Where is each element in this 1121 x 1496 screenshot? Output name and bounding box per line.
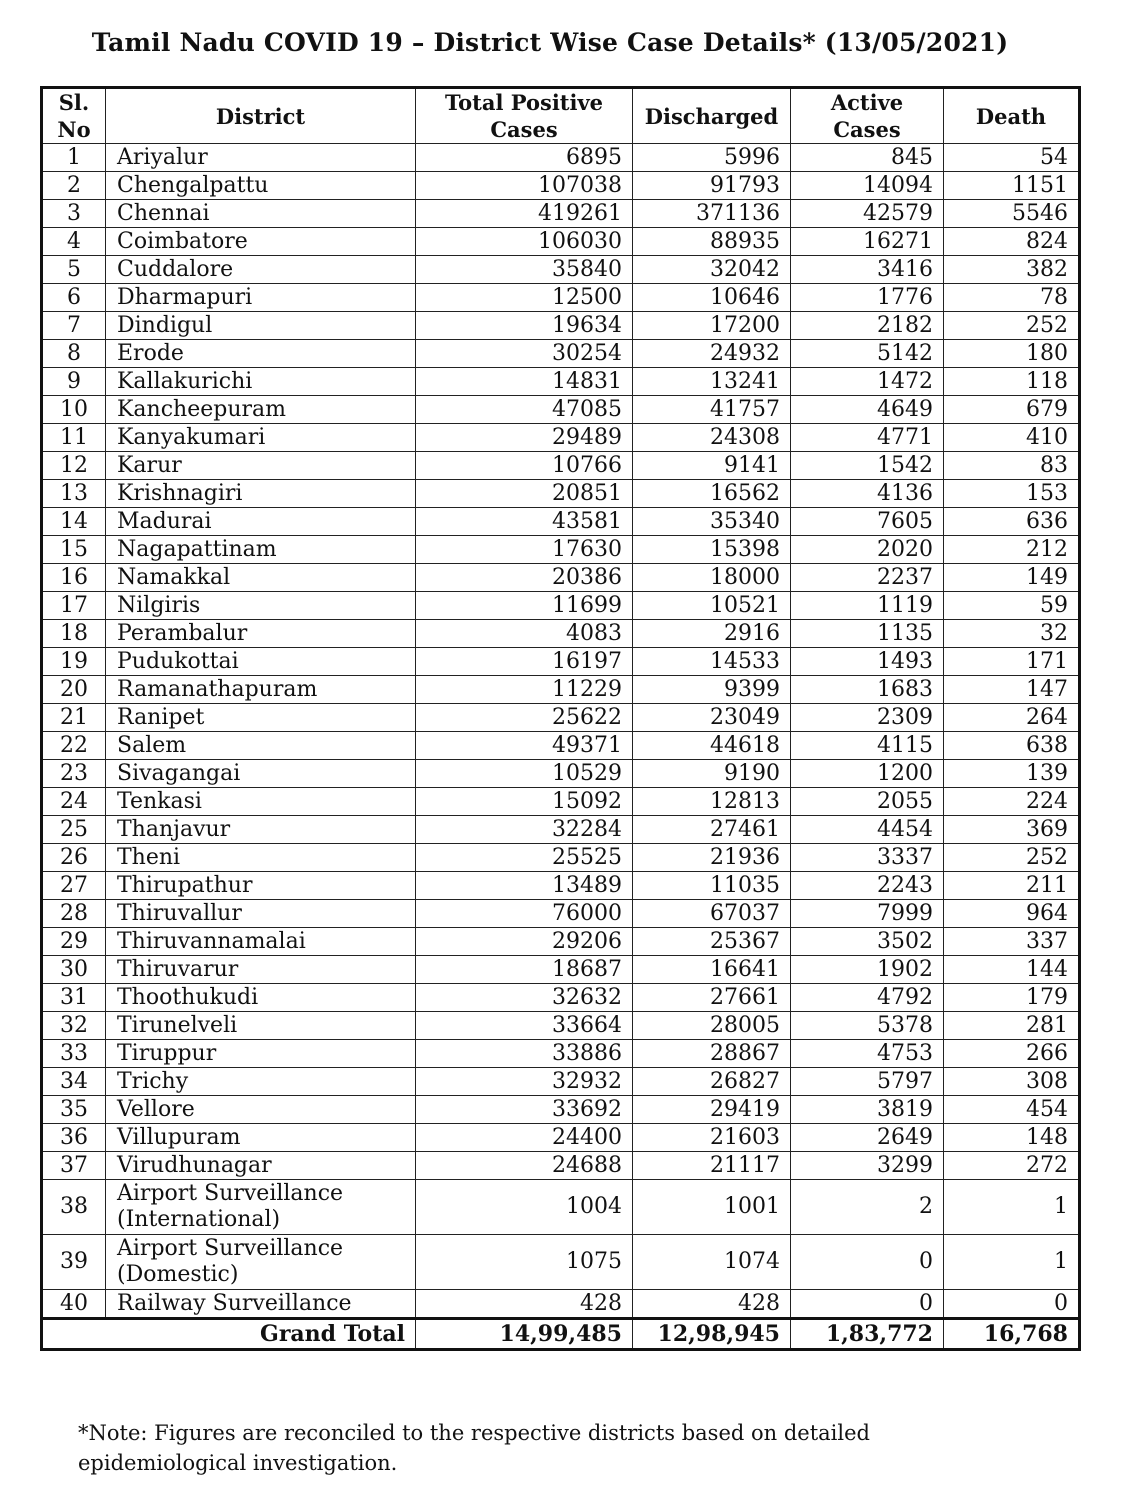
cell-district: Ramanathapuram <box>106 676 416 704</box>
cell-district: Nilgiris <box>106 592 416 620</box>
table-row <box>42 648 1080 676</box>
cell-active: 3299 <box>791 1152 944 1180</box>
table-row <box>42 872 1080 900</box>
table-row <box>42 1290 1080 1319</box>
table-row <box>42 284 1080 312</box>
cell-discharged: 15398 <box>633 536 791 564</box>
table-row <box>42 564 1080 592</box>
grand-total-active: 1,83,772 <box>791 1319 944 1350</box>
cell-active: 1776 <box>791 284 944 312</box>
cell-district: Dindigul <box>106 312 416 340</box>
cell-discharged: 91793 <box>633 172 791 200</box>
cell-sl-no: 9 <box>42 368 106 396</box>
table-row <box>42 676 1080 704</box>
cell-death: 410 <box>944 424 1080 452</box>
cell-total-positive: 25525 <box>416 844 633 872</box>
cell-death: 308 <box>944 1068 1080 1096</box>
grand-total-row <box>42 1319 1080 1350</box>
cell-death: 78 <box>944 284 1080 312</box>
cell-discharged: 428 <box>633 1290 791 1319</box>
header-total-positive: Total Positive Cases <box>416 88 633 144</box>
table-row <box>42 844 1080 872</box>
cell-sl-no: 4 <box>42 228 106 256</box>
cell-discharged: 17200 <box>633 312 791 340</box>
cell-total-positive: 14831 <box>416 368 633 396</box>
cell-sl-no: 32 <box>42 1012 106 1040</box>
cell-death: 964 <box>944 900 1080 928</box>
cell-active: 1902 <box>791 956 944 984</box>
table-row <box>42 424 1080 452</box>
cell-total-positive: 6895 <box>416 144 633 172</box>
table-body <box>42 144 1080 1319</box>
grand-total-discharged: 12,98,945 <box>633 1319 791 1350</box>
cell-sl-no: 18 <box>42 620 106 648</box>
cell-district: Karur <box>106 452 416 480</box>
cell-discharged: 27661 <box>633 984 791 1012</box>
cell-discharged: 44618 <box>633 732 791 760</box>
cell-total-positive: 49371 <box>416 732 633 760</box>
cell-sl-no: 39 <box>42 1235 106 1290</box>
cell-district: Thoothukudi <box>106 984 416 1012</box>
cell-total-positive: 19634 <box>416 312 633 340</box>
cell-sl-no: 36 <box>42 1124 106 1152</box>
cell-discharged: 14533 <box>633 648 791 676</box>
cell-death: 171 <box>944 648 1080 676</box>
cell-district: Madurai <box>106 508 416 536</box>
cell-discharged: 18000 <box>633 564 791 592</box>
cell-active: 4454 <box>791 816 944 844</box>
cell-sl-no: 31 <box>42 984 106 1012</box>
cell-sl-no: 40 <box>42 1290 106 1319</box>
cell-discharged: 27461 <box>633 816 791 844</box>
cell-death: 1151 <box>944 172 1080 200</box>
cell-active: 0 <box>791 1290 944 1319</box>
cell-sl-no: 30 <box>42 956 106 984</box>
table-row <box>42 620 1080 648</box>
cell-district: Sivagangai <box>106 760 416 788</box>
table-row <box>42 816 1080 844</box>
table-row <box>42 1068 1080 1096</box>
cell-total-positive: 10529 <box>416 760 633 788</box>
cell-discharged: 26827 <box>633 1068 791 1096</box>
cell-discharged: 13241 <box>633 368 791 396</box>
cell-total-positive: 11229 <box>416 676 633 704</box>
cell-total-positive: 29206 <box>416 928 633 956</box>
cell-death: 382 <box>944 256 1080 284</box>
cell-active: 0 <box>791 1235 944 1290</box>
cell-total-positive: 428 <box>416 1290 633 1319</box>
cell-total-positive: 10766 <box>416 452 633 480</box>
cell-district: Thanjavur <box>106 816 416 844</box>
cell-total-positive: 17630 <box>416 536 633 564</box>
cell-discharged: 28005 <box>633 1012 791 1040</box>
cell-total-positive: 47085 <box>416 396 633 424</box>
cell-active: 1135 <box>791 620 944 648</box>
cell-active: 1472 <box>791 368 944 396</box>
cell-death: 224 <box>944 788 1080 816</box>
cell-death: 369 <box>944 816 1080 844</box>
cell-death: 144 <box>944 956 1080 984</box>
table-row <box>42 312 1080 340</box>
cell-total-positive: 13489 <box>416 872 633 900</box>
cell-death: 211 <box>944 872 1080 900</box>
cell-sl-no: 29 <box>42 928 106 956</box>
cell-sl-no: 35 <box>42 1096 106 1124</box>
cell-total-positive: 29489 <box>416 424 633 452</box>
grand-total-label: Grand Total <box>42 1319 416 1350</box>
table-row <box>42 172 1080 200</box>
cell-sl-no: 7 <box>42 312 106 340</box>
cell-discharged: 9399 <box>633 676 791 704</box>
cell-total-positive: 43581 <box>416 508 633 536</box>
cell-district: Thirupathur <box>106 872 416 900</box>
cell-discharged: 9141 <box>633 452 791 480</box>
cell-total-positive: 25622 <box>416 704 633 732</box>
cell-active: 2649 <box>791 1124 944 1152</box>
cell-sl-no: 8 <box>42 340 106 368</box>
cell-death: 638 <box>944 732 1080 760</box>
cell-district: Thiruvannamalai <box>106 928 416 956</box>
cell-death: 281 <box>944 1012 1080 1040</box>
cell-death: 147 <box>944 676 1080 704</box>
cell-total-positive: 20386 <box>416 564 633 592</box>
table-row <box>42 228 1080 256</box>
cell-total-positive: 4083 <box>416 620 633 648</box>
cell-active: 1493 <box>791 648 944 676</box>
cell-district: Tirunelveli <box>106 1012 416 1040</box>
cell-total-positive: 32284 <box>416 816 633 844</box>
cell-active: 3502 <box>791 928 944 956</box>
cell-district: Thiruvallur <box>106 900 416 928</box>
cell-active: 845 <box>791 144 944 172</box>
table-row <box>42 508 1080 536</box>
cell-sl-no: 23 <box>42 760 106 788</box>
cell-active: 2243 <box>791 872 944 900</box>
table-row <box>42 760 1080 788</box>
cell-sl-no: 28 <box>42 900 106 928</box>
cell-total-positive: 32932 <box>416 1068 633 1096</box>
cell-sl-no: 27 <box>42 872 106 900</box>
cell-sl-no: 1 <box>42 144 106 172</box>
cell-discharged: 21603 <box>633 1124 791 1152</box>
cell-death: 272 <box>944 1152 1080 1180</box>
table-row <box>42 1180 1080 1235</box>
cell-death: 5546 <box>944 200 1080 228</box>
cell-total-positive: 24400 <box>416 1124 633 1152</box>
table-row <box>42 788 1080 816</box>
cell-total-positive: 106030 <box>416 228 633 256</box>
cell-total-positive: 33692 <box>416 1096 633 1124</box>
cell-death: 149 <box>944 564 1080 592</box>
cell-district: Namakkal <box>106 564 416 592</box>
cell-total-positive: 76000 <box>416 900 633 928</box>
table-row <box>42 732 1080 760</box>
cell-active: 4792 <box>791 984 944 1012</box>
cell-sl-no: 13 <box>42 480 106 508</box>
table-row <box>42 1124 1080 1152</box>
cell-death: 54 <box>944 144 1080 172</box>
cell-sl-no: 15 <box>42 536 106 564</box>
cell-district: Perambalur <box>106 620 416 648</box>
cell-district: Nagapattinam <box>106 536 416 564</box>
cell-total-positive: 107038 <box>416 172 633 200</box>
cell-discharged: 11035 <box>633 872 791 900</box>
cell-district: Ranipet <box>106 704 416 732</box>
header-discharged: Discharged <box>633 88 791 144</box>
table-row <box>42 1152 1080 1180</box>
cell-death: 1 <box>944 1235 1080 1290</box>
cell-death: 153 <box>944 480 1080 508</box>
cell-active: 3819 <box>791 1096 944 1124</box>
cell-sl-no: 10 <box>42 396 106 424</box>
table-row <box>42 900 1080 928</box>
cell-sl-no: 19 <box>42 648 106 676</box>
cell-sl-no: 24 <box>42 788 106 816</box>
cell-sl-no: 22 <box>42 732 106 760</box>
page-title: Tamil Nadu COVID 19 – District Wise Case Details* (13/05/2021) <box>91 28 1009 57</box>
cell-discharged: 28867 <box>633 1040 791 1068</box>
cell-active: 14094 <box>791 172 944 200</box>
cell-total-positive: 12500 <box>416 284 633 312</box>
cell-district: Dharmapuri <box>106 284 416 312</box>
grand-total-death: 16,768 <box>944 1319 1080 1350</box>
table-row <box>42 368 1080 396</box>
table-row <box>42 984 1080 1012</box>
cell-discharged: 12813 <box>633 788 791 816</box>
cell-death: 179 <box>944 984 1080 1012</box>
cell-district: Kallakurichi <box>106 368 416 396</box>
cell-death: 212 <box>944 536 1080 564</box>
header-district: District <box>106 88 416 144</box>
cell-death: 252 <box>944 312 1080 340</box>
cell-total-positive: 15092 <box>416 788 633 816</box>
cell-district: Salem <box>106 732 416 760</box>
cell-discharged: 25367 <box>633 928 791 956</box>
cell-discharged: 2916 <box>633 620 791 648</box>
cell-sl-no: 38 <box>42 1180 106 1235</box>
cell-active: 1683 <box>791 676 944 704</box>
cell-sl-no: 16 <box>42 564 106 592</box>
cell-active: 4115 <box>791 732 944 760</box>
cell-active: 3337 <box>791 844 944 872</box>
cell-total-positive: 33664 <box>416 1012 633 1040</box>
cell-active: 4136 <box>791 480 944 508</box>
cell-district: Villupuram <box>106 1124 416 1152</box>
cell-active: 16271 <box>791 228 944 256</box>
cell-sl-no: 26 <box>42 844 106 872</box>
cell-active: 2020 <box>791 536 944 564</box>
cell-district: Railway Surveillance <box>106 1290 416 1319</box>
cell-active: 1542 <box>791 452 944 480</box>
cell-discharged: 24932 <box>633 340 791 368</box>
cell-district: Tenkasi <box>106 788 416 816</box>
cell-discharged: 29419 <box>633 1096 791 1124</box>
cell-district: Ariyalur <box>106 144 416 172</box>
cell-active: 2309 <box>791 704 944 732</box>
cell-death: 252 <box>944 844 1080 872</box>
cell-discharged: 35340 <box>633 508 791 536</box>
header-active: Active Cases <box>791 88 944 144</box>
cell-active: 4753 <box>791 1040 944 1068</box>
table-row <box>42 396 1080 424</box>
cell-district: Airport Surveillance (International) <box>106 1180 416 1235</box>
cell-district: Krishnagiri <box>106 480 416 508</box>
cell-district: Theni <box>106 844 416 872</box>
cell-death: 59 <box>944 592 1080 620</box>
cell-death: 824 <box>944 228 1080 256</box>
table-row <box>42 928 1080 956</box>
cell-district: Tiruppur <box>106 1040 416 1068</box>
cell-discharged: 371136 <box>633 200 791 228</box>
cell-district: Cuddalore <box>106 256 416 284</box>
cell-active: 2237 <box>791 564 944 592</box>
cell-discharged: 9190 <box>633 760 791 788</box>
cell-discharged: 10521 <box>633 592 791 620</box>
cell-sl-no: 5 <box>42 256 106 284</box>
cell-active: 4771 <box>791 424 944 452</box>
cell-death: 148 <box>944 1124 1080 1152</box>
cell-district: Vellore <box>106 1096 416 1124</box>
table-row <box>42 956 1080 984</box>
table-row <box>42 256 1080 284</box>
cell-district: Erode <box>106 340 416 368</box>
table-row <box>42 200 1080 228</box>
cell-active: 42579 <box>791 200 944 228</box>
table-row <box>42 1040 1080 1068</box>
cell-discharged: 88935 <box>633 228 791 256</box>
cell-district: Airport Surveillance (Domestic) <box>106 1235 416 1290</box>
cell-district: Coimbatore <box>106 228 416 256</box>
cell-sl-no: 37 <box>42 1152 106 1180</box>
grand-total-positive: 14,99,485 <box>416 1319 633 1350</box>
cell-sl-no: 6 <box>42 284 106 312</box>
cell-sl-no: 11 <box>42 424 106 452</box>
cell-active: 2 <box>791 1180 944 1235</box>
cell-death: 636 <box>944 508 1080 536</box>
cell-death: 264 <box>944 704 1080 732</box>
cell-death: 337 <box>944 928 1080 956</box>
cell-death: 118 <box>944 368 1080 396</box>
table-row <box>42 536 1080 564</box>
table-row <box>42 144 1080 172</box>
cell-death: 454 <box>944 1096 1080 1124</box>
header-sl-no: Sl. No <box>42 88 106 144</box>
footnote: *Note: Figures are reconciled to the respective districts based on detailed epidemiological investigation. <box>78 1421 870 1475</box>
cell-total-positive: 18687 <box>416 956 633 984</box>
cell-district: Chennai <box>106 200 416 228</box>
table-row <box>42 340 1080 368</box>
table-row <box>42 1096 1080 1124</box>
table-row <box>42 452 1080 480</box>
cell-discharged: 16562 <box>633 480 791 508</box>
header-death: Death <box>944 88 1080 144</box>
cell-discharged: 21936 <box>633 844 791 872</box>
cell-discharged: 67037 <box>633 900 791 928</box>
cell-district: Chengalpattu <box>106 172 416 200</box>
cell-death: 32 <box>944 620 1080 648</box>
cell-district: Thiruvarur <box>106 956 416 984</box>
cell-total-positive: 20851 <box>416 480 633 508</box>
cell-district: Virudhunagar <box>106 1152 416 1180</box>
cell-active: 2182 <box>791 312 944 340</box>
cell-total-positive: 24688 <box>416 1152 633 1180</box>
cell-death: 1 <box>944 1180 1080 1235</box>
cell-sl-no: 17 <box>42 592 106 620</box>
cell-death: 180 <box>944 340 1080 368</box>
cell-discharged: 41757 <box>633 396 791 424</box>
cell-death: 0 <box>944 1290 1080 1319</box>
cell-total-positive: 1004 <box>416 1180 633 1235</box>
cell-discharged: 16641 <box>633 956 791 984</box>
cell-sl-no: 14 <box>42 508 106 536</box>
cell-active: 3416 <box>791 256 944 284</box>
cell-discharged: 23049 <box>633 704 791 732</box>
table-row <box>42 704 1080 732</box>
cell-total-positive: 16197 <box>416 648 633 676</box>
cell-death: 83 <box>944 452 1080 480</box>
cell-active: 4649 <box>791 396 944 424</box>
cell-discharged: 21117 <box>633 1152 791 1180</box>
cell-sl-no: 3 <box>42 200 106 228</box>
cell-discharged: 1001 <box>633 1180 791 1235</box>
cell-total-positive: 1075 <box>416 1235 633 1290</box>
cell-active: 5142 <box>791 340 944 368</box>
table-row <box>42 1235 1080 1290</box>
cell-total-positive: 30254 <box>416 340 633 368</box>
cell-discharged: 32042 <box>633 256 791 284</box>
district-case-table <box>40 86 1081 1351</box>
cell-district: Trichy <box>106 1068 416 1096</box>
table-row <box>42 1012 1080 1040</box>
cell-active: 7605 <box>791 508 944 536</box>
cell-sl-no: 12 <box>42 452 106 480</box>
cell-total-positive: 419261 <box>416 200 633 228</box>
cell-district: Kancheepuram <box>106 396 416 424</box>
cell-sl-no: 25 <box>42 816 106 844</box>
cell-discharged: 1074 <box>633 1235 791 1290</box>
cell-active: 1200 <box>791 760 944 788</box>
cell-discharged: 24308 <box>633 424 791 452</box>
cell-total-positive: 35840 <box>416 256 633 284</box>
table-row <box>42 480 1080 508</box>
cell-sl-no: 2 <box>42 172 106 200</box>
cell-sl-no: 20 <box>42 676 106 704</box>
cell-discharged: 5996 <box>633 144 791 172</box>
cell-district: Kanyakumari <box>106 424 416 452</box>
cell-district: Pudukottai <box>106 648 416 676</box>
cell-active: 1119 <box>791 592 944 620</box>
cell-sl-no: 34 <box>42 1068 106 1096</box>
cell-active: 5797 <box>791 1068 944 1096</box>
cell-active: 2055 <box>791 788 944 816</box>
cell-active: 5378 <box>791 1012 944 1040</box>
cell-total-positive: 33886 <box>416 1040 633 1068</box>
table-row <box>42 592 1080 620</box>
cell-active: 7999 <box>791 900 944 928</box>
cell-death: 266 <box>944 1040 1080 1068</box>
cell-total-positive: 32632 <box>416 984 633 1012</box>
cell-death: 139 <box>944 760 1080 788</box>
cell-sl-no: 21 <box>42 704 106 732</box>
cell-sl-no: 33 <box>42 1040 106 1068</box>
cell-total-positive: 11699 <box>416 592 633 620</box>
table-header-row <box>42 88 1080 144</box>
cell-discharged: 10646 <box>633 284 791 312</box>
cell-death: 679 <box>944 396 1080 424</box>
